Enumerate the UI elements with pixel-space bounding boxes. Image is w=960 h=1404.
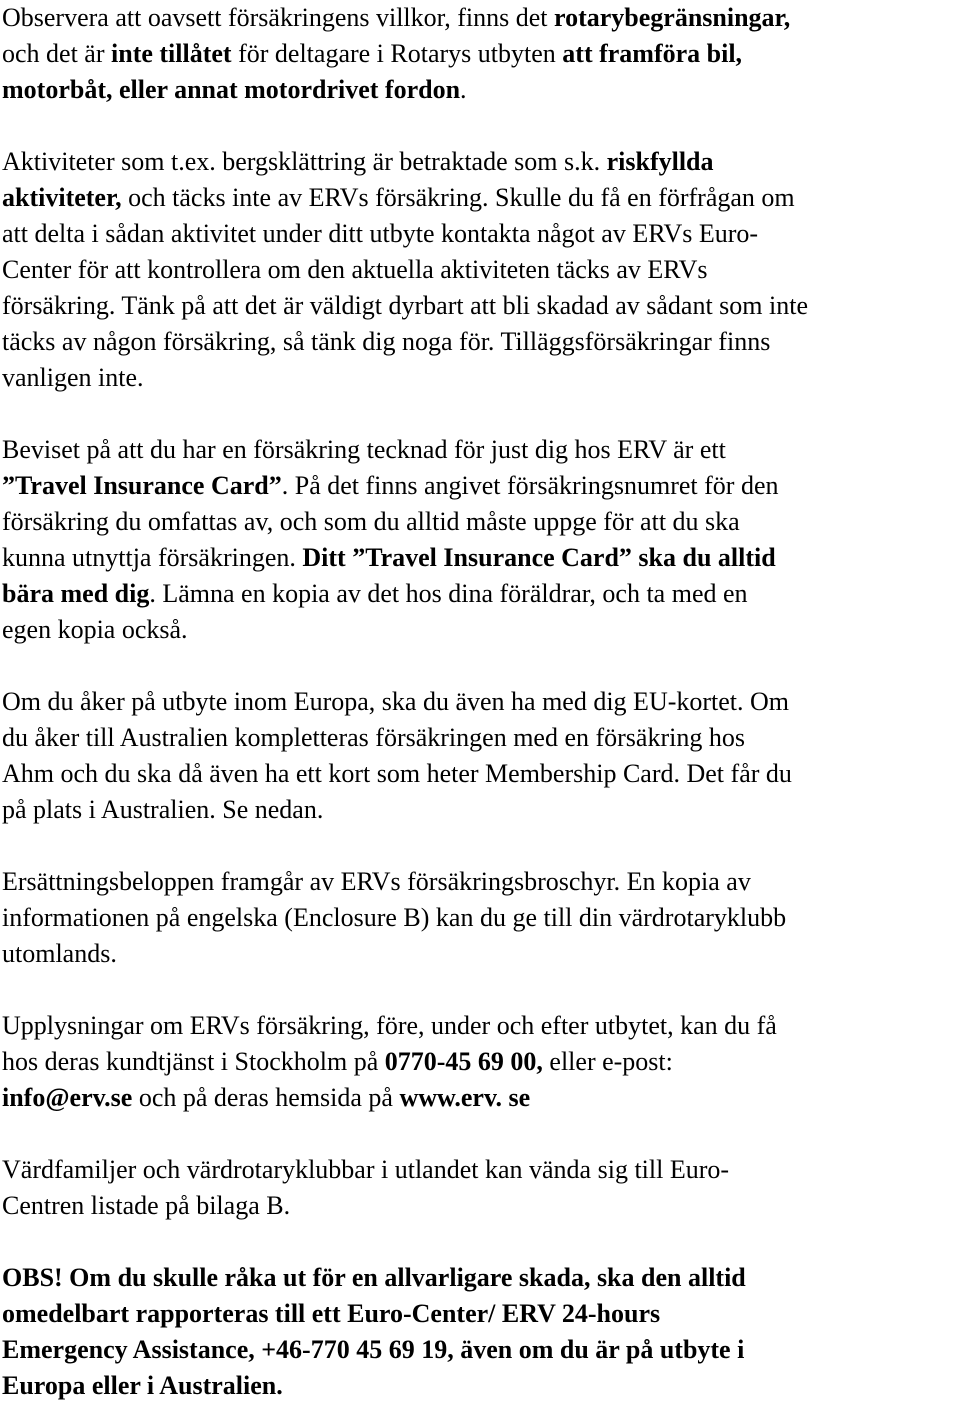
text-line: motorbåt, eller annat motordrivet fordon. bbox=[2, 75, 467, 104]
text-line: Europa eller i Australien. bbox=[2, 1371, 283, 1400]
phone-number: 0770-45 69 00, bbox=[384, 1047, 543, 1076]
paragraph-obs-notice bbox=[2, 1260, 956, 1404]
paragraph-risky-activities bbox=[2, 144, 956, 396]
text-line: ”Travel Insurance Card”. På det finns angivet försäkringsnumret för den bbox=[2, 471, 779, 500]
text-line: Centren listade på bilaga B. bbox=[2, 1191, 291, 1220]
text-line: och det är inte tillåtet för deltagare i Rotarys utbyten att framföra bil, bbox=[2, 39, 743, 68]
text-line: på plats i Australien. Se nedan. bbox=[2, 795, 324, 824]
text-line: Aktiviteter som t.ex. bergsklättring är betraktade som s.k. riskfyllda bbox=[2, 147, 714, 176]
text-line: att delta i sådan aktivitet under ditt utbyte kontakta något av ERVs Euro- bbox=[2, 219, 759, 248]
text-line: försäkring du omfattas av, och som du alltid måste uppge för att du ska bbox=[2, 507, 740, 536]
text-line: utomlands. bbox=[2, 939, 117, 968]
text-line: info@erv.se och på deras hemsida på www.erv. se bbox=[2, 1083, 531, 1112]
paragraph-eu-card bbox=[2, 684, 956, 828]
website-address: www.erv. se bbox=[399, 1083, 531, 1112]
text-line: Ahm och du ska då även ha ett kort som heter Membership Card. Det får du bbox=[2, 759, 792, 788]
paragraph-host-families bbox=[2, 1152, 956, 1224]
text-line: hos deras kundtjänst i Stockholm på 0770-45 69 00, eller e-post: bbox=[2, 1047, 673, 1076]
text-line: aktiviteter, och täcks inte av ERVs försäkring. Skulle du få en förfrågan om bbox=[2, 183, 795, 212]
text-line: Om du åker på utbyte inom Europa, ska du även ha med dig EU-kortet. Om bbox=[2, 687, 790, 716]
text-line: Emergency Assistance, +46-770 45 69 19, även om du är på utbyte i bbox=[2, 1335, 745, 1364]
paragraph-restrictions bbox=[2, 0, 956, 108]
text-line: Upplysningar om ERVs försäkring, före, under och efter utbytet, kan du få bbox=[2, 1011, 777, 1040]
text-line: du åker till Australien kompletteras försäkringen med en försäkring hos bbox=[2, 723, 745, 752]
text-line: OBS! Om du skulle råka ut för en allvarligare skada, ska den alltid bbox=[2, 1263, 746, 1292]
text-line: egen kopia också. bbox=[2, 615, 188, 644]
text-line: kunna utnyttja försäkringen. Ditt ”Travel Insurance Card” ska du alltid bbox=[2, 543, 776, 572]
text-line: Center för att kontrollera om den aktuella aktiviteten täcks av ERVs bbox=[2, 255, 708, 284]
paragraph-compensation bbox=[2, 864, 956, 972]
text-line: Observera att oavsett försäkringens villkor, finns det rotarybegränsningar, bbox=[2, 3, 791, 32]
text-line: försäkring. Tänk på att det är väldigt dyrbart att bli skadad av sådant som inte bbox=[2, 291, 809, 320]
email-address: info@erv.se bbox=[2, 1083, 133, 1112]
text-line: Värdfamiljer och värdrotaryklubbar i utlandet kan vända sig till Euro- bbox=[2, 1155, 730, 1184]
paragraph-contact bbox=[2, 1008, 956, 1116]
text-line: informationen på engelska (Enclosure B) kan du ge till din värdrotaryklubb bbox=[2, 903, 787, 932]
text-line: Beviset på att du har en försäkring tecknad för just dig hos ERV är ett bbox=[2, 435, 726, 464]
text-line: bära med dig. Lämna en kopia av det hos dina föräldrar, och ta med en bbox=[2, 579, 748, 608]
text-line: Ersättningsbeloppen framgår av ERVs försäkringsbroschyr. En kopia av bbox=[2, 867, 751, 896]
paragraph-travel-insurance-card bbox=[2, 432, 956, 648]
text-line: vanligen inte. bbox=[2, 363, 144, 392]
text-line: täcks av någon försäkring, så tänk dig noga för. Tilläggsförsäkringar finns bbox=[2, 327, 771, 356]
text-line: omedelbart rapporteras till ett Euro-Center/ ERV 24-hours bbox=[2, 1299, 661, 1328]
